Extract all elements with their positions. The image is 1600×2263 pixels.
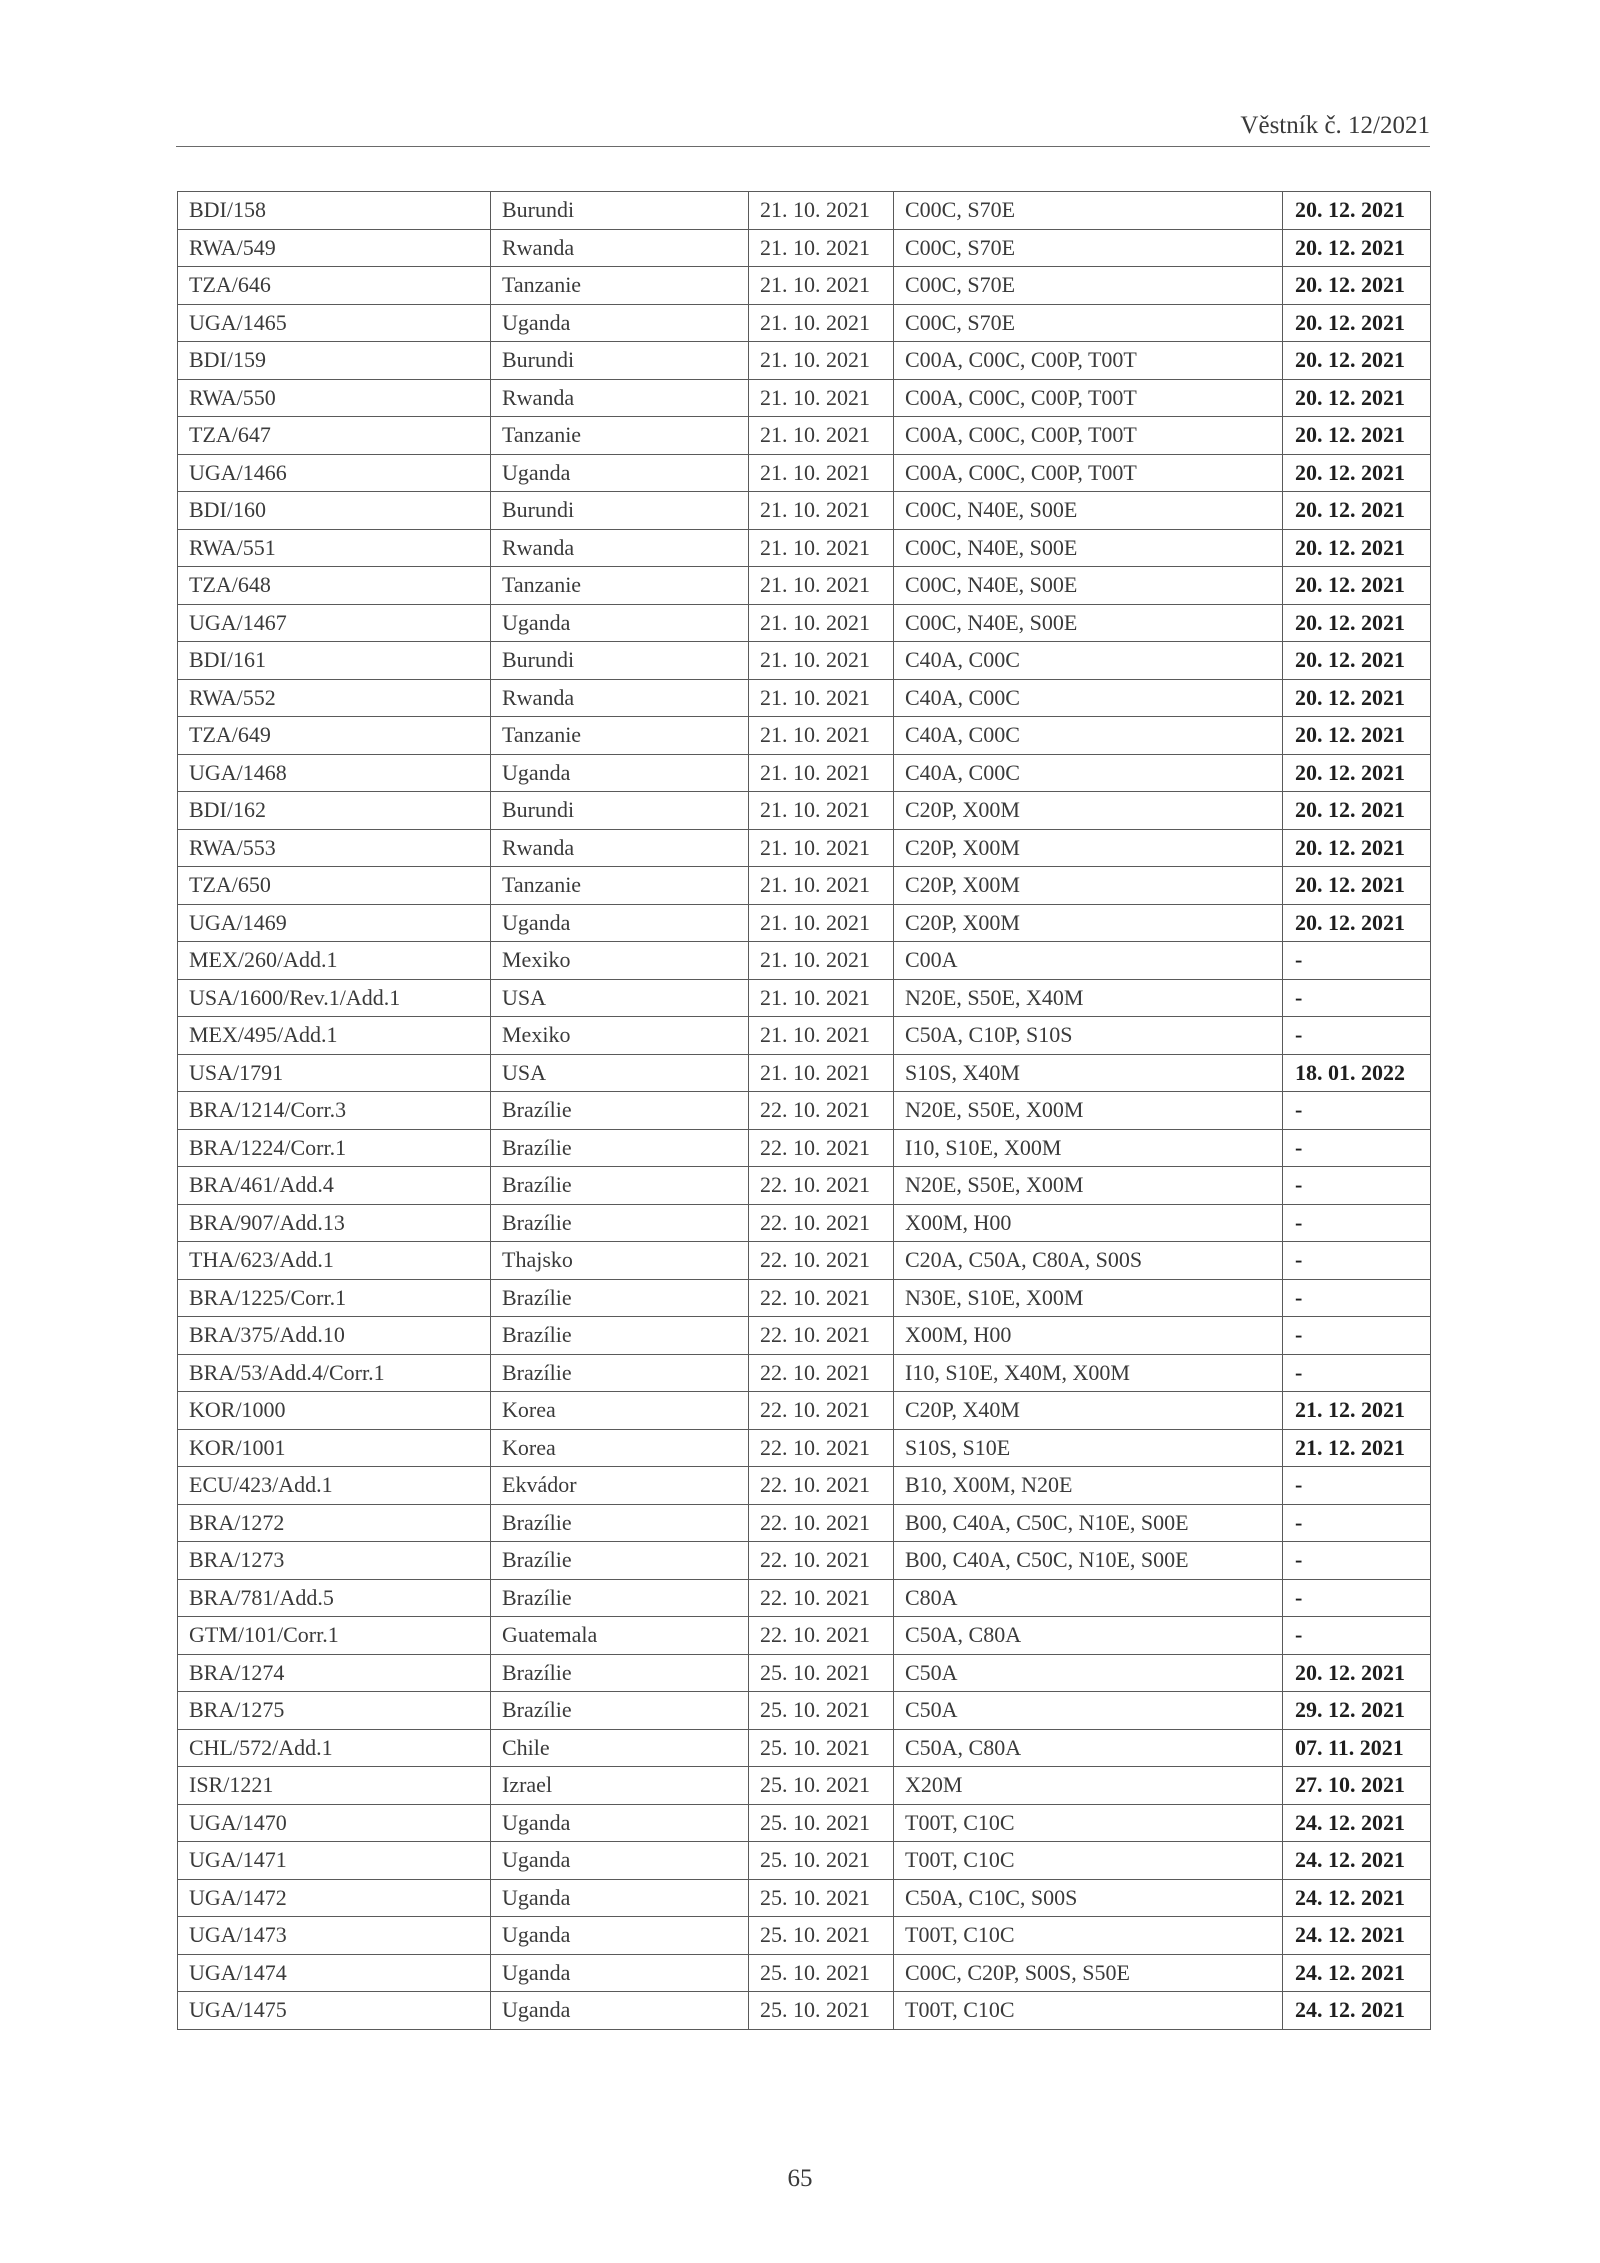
cell-country: Burundi xyxy=(491,342,749,380)
cell-deadline: 20. 12. 2021 xyxy=(1283,342,1431,380)
cell-code: BRA/781/Add.5 xyxy=(178,1579,491,1617)
cell-categories: C00A, C00C, C00P, T00T xyxy=(894,454,1283,492)
cell-date: 22. 10. 2021 xyxy=(749,1242,894,1280)
table-row xyxy=(178,1917,1431,1955)
cell-categories: C00C, C20P, S00S, S50E xyxy=(894,1954,1283,1992)
cell-code: MEX/260/Add.1 xyxy=(178,942,491,980)
cell-categories: T00T, C10C xyxy=(894,1917,1283,1955)
cell-date: 21. 10. 2021 xyxy=(749,192,894,230)
cell-country: Uganda xyxy=(491,1992,749,2030)
cell-deadline: - xyxy=(1283,1242,1431,1280)
table-row xyxy=(178,867,1431,905)
cell-deadline: 07. 11. 2021 xyxy=(1283,1729,1431,1767)
cell-country: Uganda xyxy=(491,904,749,942)
cell-categories: C40A, C00C xyxy=(894,754,1283,792)
cell-code: UGA/1469 xyxy=(178,904,491,942)
cell-country: USA xyxy=(491,1054,749,1092)
table-row xyxy=(178,1579,1431,1617)
table-row xyxy=(178,1954,1431,1992)
table-row xyxy=(178,829,1431,867)
cell-country: Brazílie xyxy=(491,1317,749,1355)
cell-country: Rwanda xyxy=(491,679,749,717)
cell-deadline: 20. 12. 2021 xyxy=(1283,454,1431,492)
cell-country: Rwanda xyxy=(491,829,749,867)
cell-country: Uganda xyxy=(491,1804,749,1842)
cell-deadline: 20. 12. 2021 xyxy=(1283,567,1431,605)
cell-code: BDI/162 xyxy=(178,792,491,830)
cell-date: 21. 10. 2021 xyxy=(749,792,894,830)
cell-date: 22. 10. 2021 xyxy=(749,1617,894,1655)
table-row xyxy=(178,1167,1431,1205)
cell-date: 21. 10. 2021 xyxy=(749,904,894,942)
cell-code: BRA/1214/Corr.3 xyxy=(178,1092,491,1130)
cell-code: BRA/1274 xyxy=(178,1654,491,1692)
cell-country: Uganda xyxy=(491,1917,749,1955)
cell-categories: I10, S10E, X00M xyxy=(894,1129,1283,1167)
cell-categories: T00T, C10C xyxy=(894,1804,1283,1842)
cell-date: 25. 10. 2021 xyxy=(749,1842,894,1880)
cell-country: Tanzanie xyxy=(491,717,749,755)
cell-deadline: 20. 12. 2021 xyxy=(1283,229,1431,267)
cell-date: 22. 10. 2021 xyxy=(749,1204,894,1242)
cell-deadline: - xyxy=(1283,1354,1431,1392)
cell-country: Mexiko xyxy=(491,1017,749,1055)
cell-deadline: 29. 12. 2021 xyxy=(1283,1692,1431,1730)
cell-country: Tanzanie xyxy=(491,867,749,905)
cell-country: Uganda xyxy=(491,1879,749,1917)
table-body xyxy=(178,192,1431,2030)
cell-date: 21. 10. 2021 xyxy=(749,379,894,417)
cell-categories: C00A, C00C, C00P, T00T xyxy=(894,417,1283,455)
cell-deadline: 21. 12. 2021 xyxy=(1283,1392,1431,1430)
cell-categories: C00C, S70E xyxy=(894,192,1283,230)
table-row xyxy=(178,679,1431,717)
table-row xyxy=(178,1617,1431,1655)
cell-date: 25. 10. 2021 xyxy=(749,1804,894,1842)
cell-code: BRA/1273 xyxy=(178,1542,491,1580)
cell-deadline: 20. 12. 2021 xyxy=(1283,304,1431,342)
cell-categories: C50A, C80A xyxy=(894,1729,1283,1767)
cell-date: 21. 10. 2021 xyxy=(749,679,894,717)
table-row xyxy=(178,904,1431,942)
table-row xyxy=(178,1467,1431,1505)
cell-categories: N30E, S10E, X00M xyxy=(894,1279,1283,1317)
cell-date: 21. 10. 2021 xyxy=(749,229,894,267)
table-row xyxy=(178,979,1431,1017)
cell-categories: C20P, X40M xyxy=(894,1392,1283,1430)
cell-code: TZA/647 xyxy=(178,417,491,455)
cell-country: Uganda xyxy=(491,454,749,492)
cell-deadline: 20. 12. 2021 xyxy=(1283,642,1431,680)
table-row xyxy=(178,192,1431,230)
cell-code: UGA/1467 xyxy=(178,604,491,642)
cell-deadline: - xyxy=(1283,1167,1431,1205)
table-row xyxy=(178,1879,1431,1917)
cell-date: 21. 10. 2021 xyxy=(749,267,894,305)
cell-deadline: - xyxy=(1283,1092,1431,1130)
table-row xyxy=(178,1204,1431,1242)
cell-date: 21. 10. 2021 xyxy=(749,604,894,642)
cell-categories: C20P, X00M xyxy=(894,867,1283,905)
cell-code: BRA/1275 xyxy=(178,1692,491,1730)
cell-date: 21. 10. 2021 xyxy=(749,567,894,605)
table-row xyxy=(178,642,1431,680)
cell-country: Rwanda xyxy=(491,229,749,267)
cell-deadline: 20. 12. 2021 xyxy=(1283,267,1431,305)
cell-deadline: - xyxy=(1283,1317,1431,1355)
cell-deadline: 27. 10. 2021 xyxy=(1283,1767,1431,1805)
cell-code: KOR/1001 xyxy=(178,1429,491,1467)
cell-country: Brazílie xyxy=(491,1167,749,1205)
cell-categories: C40A, C00C xyxy=(894,717,1283,755)
cell-country: Uganda xyxy=(491,1954,749,1992)
cell-date: 25. 10. 2021 xyxy=(749,1879,894,1917)
cell-date: 21. 10. 2021 xyxy=(749,529,894,567)
cell-deadline: - xyxy=(1283,1204,1431,1242)
cell-code: BRA/1225/Corr.1 xyxy=(178,1279,491,1317)
cell-deadline: 20. 12. 2021 xyxy=(1283,417,1431,455)
cell-date: 21. 10. 2021 xyxy=(749,642,894,680)
cell-deadline: 24. 12. 2021 xyxy=(1283,1954,1431,1992)
cell-categories: C00C, S70E xyxy=(894,267,1283,305)
cell-country: Burundi xyxy=(491,192,749,230)
table-row xyxy=(178,1654,1431,1692)
table-row xyxy=(178,1279,1431,1317)
cell-categories: C20P, X00M xyxy=(894,904,1283,942)
cell-categories: N20E, S50E, X00M xyxy=(894,1167,1283,1205)
bulletin-title: Věstník č. 12/2021 xyxy=(1240,112,1430,139)
cell-deadline: 20. 12. 2021 xyxy=(1283,829,1431,867)
cell-country: Brazílie xyxy=(491,1129,749,1167)
cell-categories: C50A, C10P, S10S xyxy=(894,1017,1283,1055)
table-row xyxy=(178,492,1431,530)
cell-deadline: - xyxy=(1283,979,1431,1017)
cell-date: 25. 10. 2021 xyxy=(749,1992,894,2030)
cell-date: 21. 10. 2021 xyxy=(749,417,894,455)
table-row xyxy=(178,1729,1431,1767)
cell-country: Brazílie xyxy=(491,1279,749,1317)
cell-deadline: - xyxy=(1283,942,1431,980)
cell-date: 21. 10. 2021 xyxy=(749,867,894,905)
table-row xyxy=(178,1542,1431,1580)
cell-code: BRA/461/Add.4 xyxy=(178,1167,491,1205)
cell-country: Brazílie xyxy=(491,1542,749,1580)
cell-deadline: 20. 12. 2021 xyxy=(1283,492,1431,530)
cell-code: RWA/550 xyxy=(178,379,491,417)
cell-country: Brazílie xyxy=(491,1204,749,1242)
cell-code: RWA/552 xyxy=(178,679,491,717)
cell-code: BRA/1224/Corr.1 xyxy=(178,1129,491,1167)
table-row xyxy=(178,1242,1431,1280)
cell-categories: S10S, S10E xyxy=(894,1429,1283,1467)
cell-code: CHL/572/Add.1 xyxy=(178,1729,491,1767)
table-row xyxy=(178,1504,1431,1542)
cell-country: Korea xyxy=(491,1429,749,1467)
table-row xyxy=(178,1429,1431,1467)
cell-code: UGA/1471 xyxy=(178,1842,491,1880)
cell-country: Uganda xyxy=(491,1842,749,1880)
cell-country: Burundi xyxy=(491,792,749,830)
cell-deadline: 20. 12. 2021 xyxy=(1283,604,1431,642)
cell-categories: C40A, C00C xyxy=(894,642,1283,680)
cell-date: 25. 10. 2021 xyxy=(749,1767,894,1805)
cell-date: 25. 10. 2021 xyxy=(749,1692,894,1730)
table-row xyxy=(178,1092,1431,1130)
cell-deadline: - xyxy=(1283,1617,1431,1655)
cell-country: Rwanda xyxy=(491,379,749,417)
table-row xyxy=(178,417,1431,455)
cell-date: 25. 10. 2021 xyxy=(749,1954,894,1992)
cell-categories: T00T, C10C xyxy=(894,1992,1283,2030)
cell-code: THA/623/Add.1 xyxy=(178,1242,491,1280)
table-row xyxy=(178,1317,1431,1355)
cell-deadline: 20. 12. 2021 xyxy=(1283,1654,1431,1692)
cell-code: BDI/159 xyxy=(178,342,491,380)
cell-country: Korea xyxy=(491,1392,749,1430)
cell-deadline: 24. 12. 2021 xyxy=(1283,1842,1431,1880)
cell-code: ECU/423/Add.1 xyxy=(178,1467,491,1505)
cell-categories: I10, S10E, X40M, X00M xyxy=(894,1354,1283,1392)
cell-date: 22. 10. 2021 xyxy=(749,1354,894,1392)
cell-date: 22. 10. 2021 xyxy=(749,1317,894,1355)
cell-date: 21. 10. 2021 xyxy=(749,829,894,867)
cell-code: BRA/53/Add.4/Corr.1 xyxy=(178,1354,491,1392)
cell-country: Uganda xyxy=(491,604,749,642)
cell-deadline: 20. 12. 2021 xyxy=(1283,792,1431,830)
table-row xyxy=(178,1692,1431,1730)
cell-deadline: 20. 12. 2021 xyxy=(1283,529,1431,567)
cell-date: 22. 10. 2021 xyxy=(749,1279,894,1317)
table-row xyxy=(178,942,1431,980)
cell-date: 21. 10. 2021 xyxy=(749,304,894,342)
cell-code: UGA/1466 xyxy=(178,454,491,492)
cell-categories: X20M xyxy=(894,1767,1283,1805)
cell-date: 21. 10. 2021 xyxy=(749,1017,894,1055)
cell-country: Uganda xyxy=(491,304,749,342)
cell-categories: C00C, N40E, S00E xyxy=(894,492,1283,530)
cell-deadline: 20. 12. 2021 xyxy=(1283,867,1431,905)
table-row xyxy=(178,229,1431,267)
cell-country: Brazílie xyxy=(491,1692,749,1730)
cell-date: 22. 10. 2021 xyxy=(749,1467,894,1505)
cell-date: 21. 10. 2021 xyxy=(749,492,894,530)
table-row xyxy=(178,454,1431,492)
cell-categories: C00A xyxy=(894,942,1283,980)
cell-country: Tanzanie xyxy=(491,417,749,455)
cell-deadline: 20. 12. 2021 xyxy=(1283,192,1431,230)
cell-date: 21. 10. 2021 xyxy=(749,454,894,492)
cell-date: 22. 10. 2021 xyxy=(749,1167,894,1205)
cell-code: ISR/1221 xyxy=(178,1767,491,1805)
cell-country: Brazílie xyxy=(491,1654,749,1692)
cell-date: 25. 10. 2021 xyxy=(749,1917,894,1955)
cell-code: UGA/1474 xyxy=(178,1954,491,1992)
cell-country: Brazílie xyxy=(491,1092,749,1130)
cell-date: 21. 10. 2021 xyxy=(749,979,894,1017)
page-number: 65 xyxy=(787,2165,813,2192)
cell-deadline: 20. 12. 2021 xyxy=(1283,754,1431,792)
table-row xyxy=(178,792,1431,830)
cell-country: Brazílie xyxy=(491,1504,749,1542)
cell-deadline: 20. 12. 2021 xyxy=(1283,904,1431,942)
cell-date: 22. 10. 2021 xyxy=(749,1392,894,1430)
cell-deadline: 20. 12. 2021 xyxy=(1283,379,1431,417)
cell-code: UGA/1473 xyxy=(178,1917,491,1955)
cell-code: TZA/649 xyxy=(178,717,491,755)
cell-date: 22. 10. 2021 xyxy=(749,1092,894,1130)
cell-categories: N20E, S50E, X00M xyxy=(894,1092,1283,1130)
page-header xyxy=(176,108,1430,147)
cell-code: BDI/160 xyxy=(178,492,491,530)
cell-deadline: - xyxy=(1283,1504,1431,1542)
cell-categories: C20A, C50A, C80A, S00S xyxy=(894,1242,1283,1280)
cell-deadline: - xyxy=(1283,1467,1431,1505)
cell-date: 21. 10. 2021 xyxy=(749,717,894,755)
cell-deadline: 18. 01. 2022 xyxy=(1283,1054,1431,1092)
cell-deadline: 24. 12. 2021 xyxy=(1283,1879,1431,1917)
cell-code: TZA/646 xyxy=(178,267,491,305)
table-row xyxy=(178,1017,1431,1055)
notification-table xyxy=(177,191,1431,2030)
cell-country: Tanzanie xyxy=(491,567,749,605)
cell-code: BDI/161 xyxy=(178,642,491,680)
cell-date: 22. 10. 2021 xyxy=(749,1429,894,1467)
cell-date: 22. 10. 2021 xyxy=(749,1504,894,1542)
cell-code: RWA/553 xyxy=(178,829,491,867)
cell-categories: C00A, C00C, C00P, T00T xyxy=(894,379,1283,417)
cell-date: 21. 10. 2021 xyxy=(749,754,894,792)
cell-date: 21. 10. 2021 xyxy=(749,1054,894,1092)
table-row xyxy=(178,604,1431,642)
cell-code: TZA/650 xyxy=(178,867,491,905)
cell-code: UGA/1465 xyxy=(178,304,491,342)
cell-categories: C50A, C80A xyxy=(894,1617,1283,1655)
cell-date: 21. 10. 2021 xyxy=(749,942,894,980)
cell-country: Guatemala xyxy=(491,1617,749,1655)
cell-date: 25. 10. 2021 xyxy=(749,1729,894,1767)
table-row xyxy=(178,1992,1431,2030)
cell-country: Rwanda xyxy=(491,529,749,567)
cell-deadline: 24. 12. 2021 xyxy=(1283,1804,1431,1842)
cell-categories: C00A, C00C, C00P, T00T xyxy=(894,342,1283,380)
cell-categories: C80A xyxy=(894,1579,1283,1617)
cell-code: MEX/495/Add.1 xyxy=(178,1017,491,1055)
cell-date: 22. 10. 2021 xyxy=(749,1542,894,1580)
cell-deadline: 24. 12. 2021 xyxy=(1283,1992,1431,2030)
cell-categories: X00M, H00 xyxy=(894,1317,1283,1355)
cell-deadline: - xyxy=(1283,1017,1431,1055)
cell-country: Burundi xyxy=(491,492,749,530)
cell-code: TZA/648 xyxy=(178,567,491,605)
cell-deadline: - xyxy=(1283,1579,1431,1617)
cell-code: GTM/101/Corr.1 xyxy=(178,1617,491,1655)
cell-code: UGA/1475 xyxy=(178,1992,491,2030)
cell-categories: C00C, N40E, S00E xyxy=(894,529,1283,567)
table-row xyxy=(178,1767,1431,1805)
table-row xyxy=(178,267,1431,305)
cell-categories: B10, X00M, N20E xyxy=(894,1467,1283,1505)
cell-code: RWA/551 xyxy=(178,529,491,567)
cell-code: RWA/549 xyxy=(178,229,491,267)
table-row xyxy=(178,529,1431,567)
cell-categories: C40A, C00C xyxy=(894,679,1283,717)
cell-country: Brazílie xyxy=(491,1579,749,1617)
cell-country: Thajsko xyxy=(491,1242,749,1280)
cell-deadline: 24. 12. 2021 xyxy=(1283,1917,1431,1955)
cell-code: UGA/1470 xyxy=(178,1804,491,1842)
cell-categories: B00, C40A, C50C, N10E, S00E xyxy=(894,1542,1283,1580)
cell-code: USA/1791 xyxy=(178,1054,491,1092)
cell-code: UGA/1472 xyxy=(178,1879,491,1917)
cell-date: 22. 10. 2021 xyxy=(749,1129,894,1167)
cell-categories: B00, C40A, C50C, N10E, S00E xyxy=(894,1504,1283,1542)
cell-country: Izrael xyxy=(491,1767,749,1805)
cell-country: Chile xyxy=(491,1729,749,1767)
cell-country: Tanzanie xyxy=(491,267,749,305)
cell-categories: N20E, S50E, X40M xyxy=(894,979,1283,1017)
table-row xyxy=(178,379,1431,417)
table-row xyxy=(178,754,1431,792)
table-row xyxy=(178,717,1431,755)
cell-date: 22. 10. 2021 xyxy=(749,1579,894,1617)
cell-deadline: 20. 12. 2021 xyxy=(1283,717,1431,755)
cell-deadline: 20. 12. 2021 xyxy=(1283,679,1431,717)
cell-categories: S10S, X40M xyxy=(894,1054,1283,1092)
cell-categories: C50A, C10C, S00S xyxy=(894,1879,1283,1917)
cell-country: Mexiko xyxy=(491,942,749,980)
cell-deadline: - xyxy=(1283,1279,1431,1317)
table-row xyxy=(178,567,1431,605)
cell-categories: X00M, H00 xyxy=(894,1204,1283,1242)
cell-code: BRA/907/Add.13 xyxy=(178,1204,491,1242)
cell-categories: C50A xyxy=(894,1654,1283,1692)
cell-categories: C50A xyxy=(894,1692,1283,1730)
cell-date: 25. 10. 2021 xyxy=(749,1654,894,1692)
cell-categories: C00C, S70E xyxy=(894,229,1283,267)
table-row xyxy=(178,1054,1431,1092)
cell-categories: C20P, X00M xyxy=(894,792,1283,830)
table-row xyxy=(178,1129,1431,1167)
cell-country: USA xyxy=(491,979,749,1017)
cell-deadline: 21. 12. 2021 xyxy=(1283,1429,1431,1467)
table-row xyxy=(178,304,1431,342)
cell-categories: C00C, N40E, S00E xyxy=(894,604,1283,642)
table-row xyxy=(178,342,1431,380)
table-row xyxy=(178,1842,1431,1880)
cell-country: Burundi xyxy=(491,642,749,680)
cell-country: Ekvádor xyxy=(491,1467,749,1505)
cell-code: BDI/158 xyxy=(178,192,491,230)
table-row xyxy=(178,1392,1431,1430)
cell-categories: C00C, S70E xyxy=(894,304,1283,342)
cell-categories: C00C, N40E, S00E xyxy=(894,567,1283,605)
cell-deadline: - xyxy=(1283,1129,1431,1167)
cell-code: BRA/1272 xyxy=(178,1504,491,1542)
cell-deadline: - xyxy=(1283,1542,1431,1580)
cell-code: USA/1600/Rev.1/Add.1 xyxy=(178,979,491,1017)
cell-code: UGA/1468 xyxy=(178,754,491,792)
cell-categories: C20P, X00M xyxy=(894,829,1283,867)
table-row xyxy=(178,1354,1431,1392)
table-row xyxy=(178,1804,1431,1842)
cell-country: Uganda xyxy=(491,754,749,792)
cell-date: 21. 10. 2021 xyxy=(749,342,894,380)
cell-categories: T00T, C10C xyxy=(894,1842,1283,1880)
cell-code: BRA/375/Add.10 xyxy=(178,1317,491,1355)
cell-country: Brazílie xyxy=(491,1354,749,1392)
cell-code: KOR/1000 xyxy=(178,1392,491,1430)
